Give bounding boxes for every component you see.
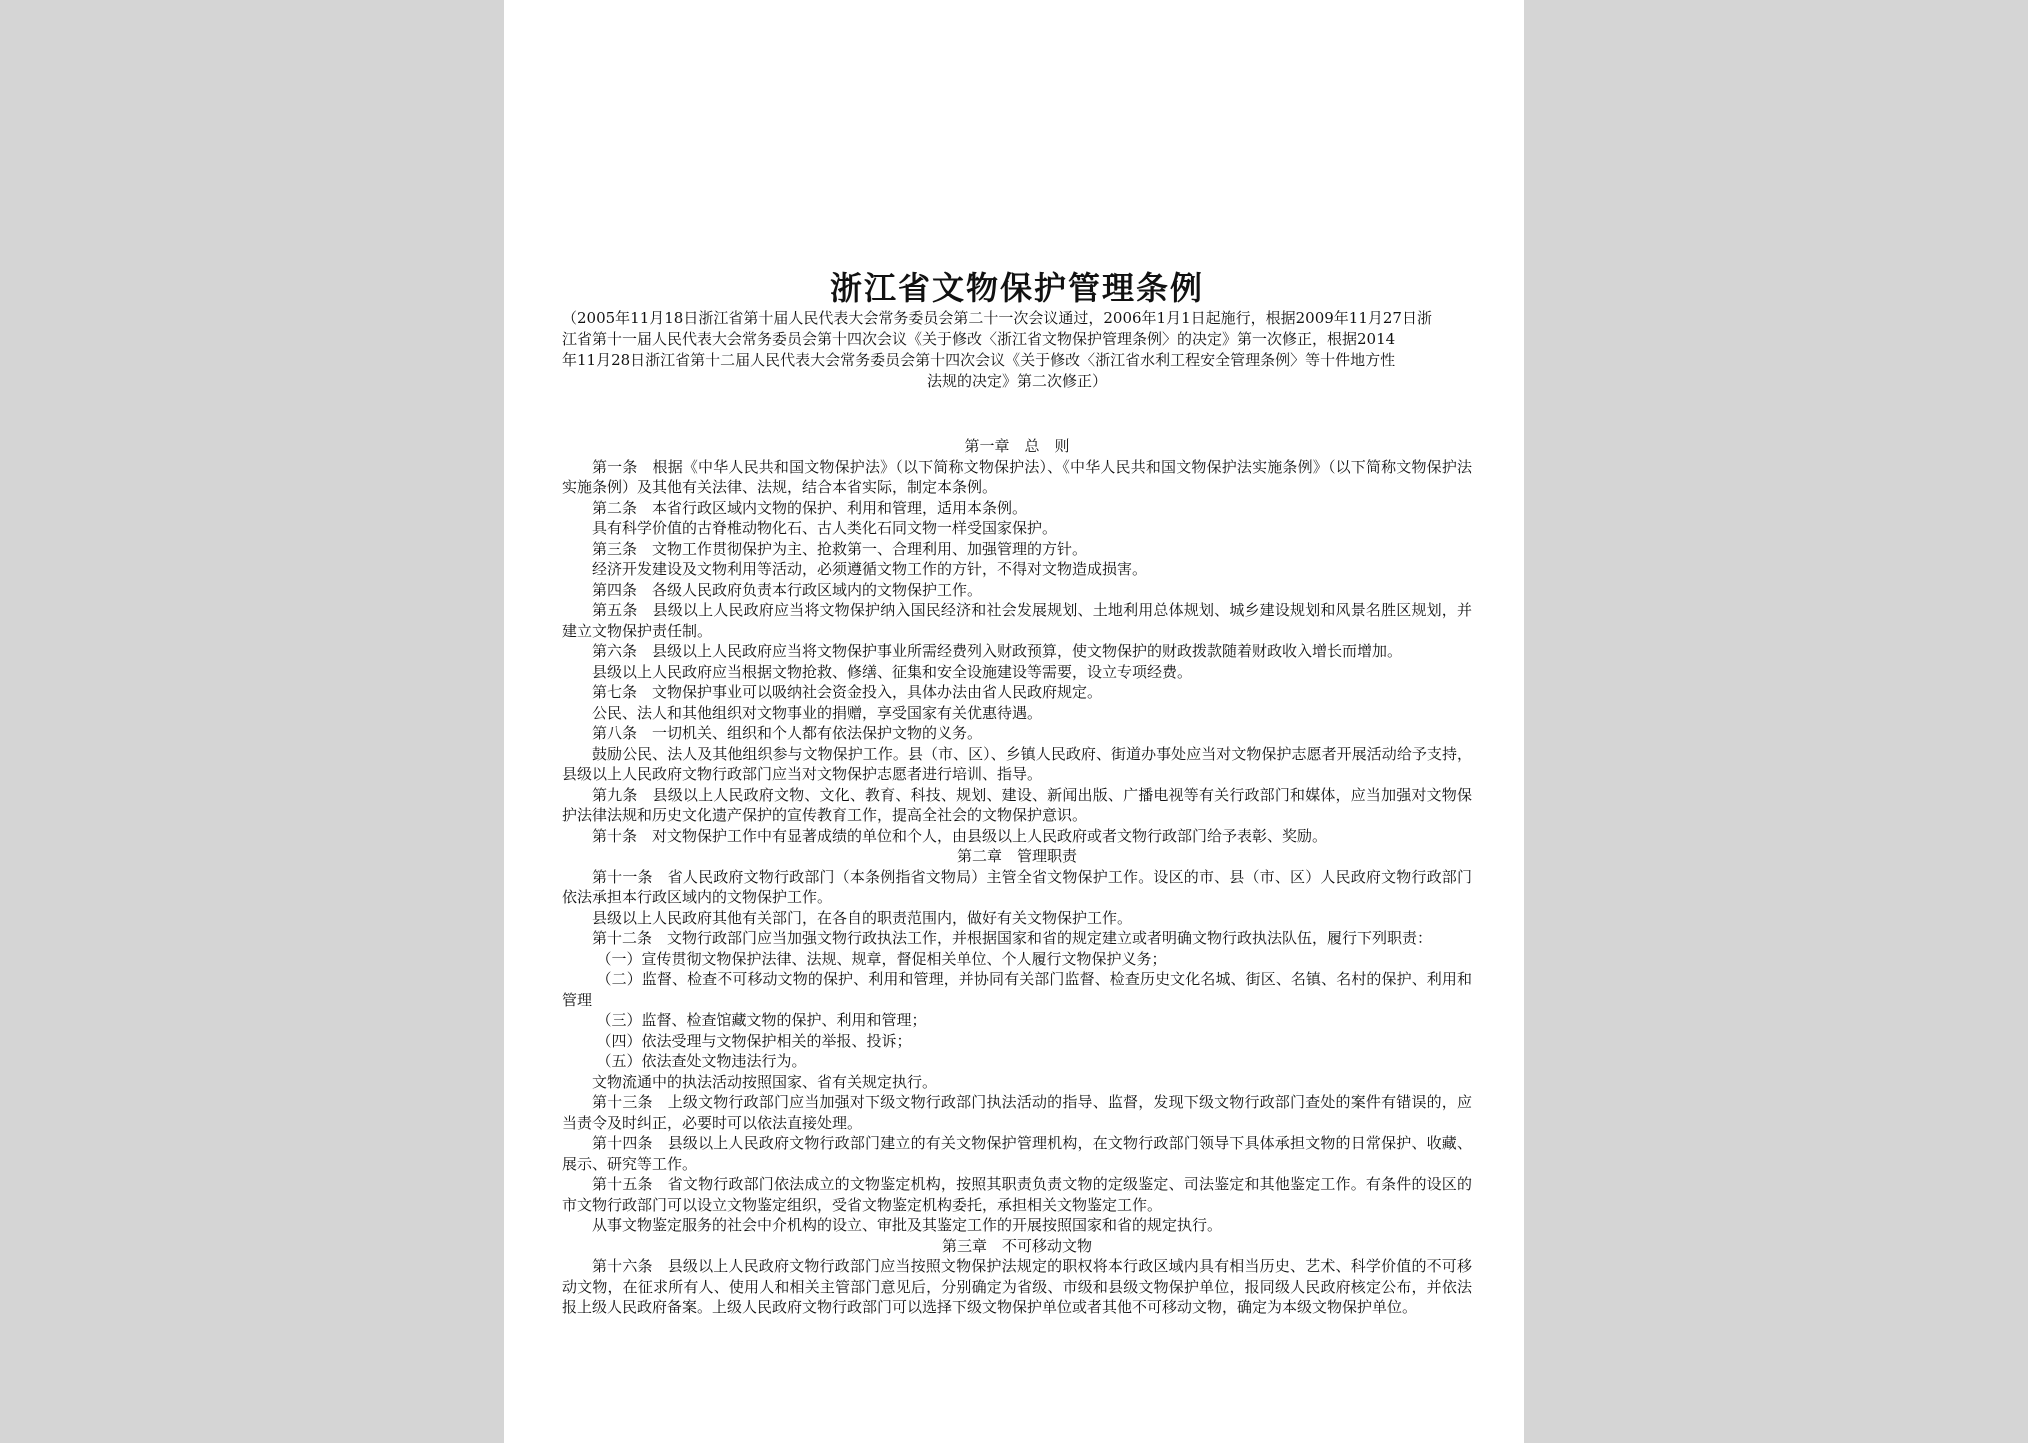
article-paragraph: [562, 1256, 1472, 1318]
article-number: 第十一条: [592, 867, 653, 886]
paragraph-text: 县级以上人民政府文物、文化、教育、科技、规划、建设、新闻出版、广播电视等有关行政部门和媒体，应当加强对文物保护法律法规和历史文化遗产保护的宣传教育工作，提高全社会的文物保护意识。: [562, 785, 1472, 824]
article-number: 第十三条: [592, 1093, 653, 1111]
article-number: 第十二条: [592, 929, 653, 947]
chapter-heading: 第一章 总 则: [964, 437, 1070, 455]
amendment-history-line: （2005年11月18日浙江省第十届人民代表大会常务委员会第二十一次会议通过，2006年1月1日起施行，根据2009年11月27日浙: [562, 309, 1432, 327]
paragraph-text: 县级以上人民政府应当将文物保护事业所需经费列入财政预算，使文物保护的财政拨款随着财政收入增长而增加。: [652, 642, 1403, 660]
paragraph-text: 本省行政区域内文物的保护、利用和管理，适用本条例。: [652, 498, 1028, 517]
article-paragraph: [562, 1072, 1472, 1093]
list-item: [562, 1010, 1472, 1031]
article-paragraph: [562, 703, 1472, 724]
article-paragraph: [562, 826, 1472, 847]
document-body: [562, 268, 1472, 1318]
article-number: 第十五条: [592, 1175, 653, 1193]
article-paragraph: [562, 580, 1472, 601]
regulation-text: [562, 436, 1472, 1318]
document-title: 浙江省文物保护管理条例: [829, 269, 1204, 307]
paragraph-text: （四）依法受理与文物保护相关的举报、投诉；: [596, 1031, 912, 1050]
article-paragraph: [562, 518, 1472, 539]
paragraph-text: 一切机关、组织和个人都有依法保护文物的义务。: [652, 724, 983, 742]
article-number: 第三条: [592, 539, 638, 558]
article-paragraph: [562, 867, 1472, 908]
chapter-heading: 第二章 管理职责: [956, 847, 1077, 865]
paragraph-text: （二）监督、检查不可移动文物的保护、利用和管理，并协同有关部门监督、检查历史文化名城、街区、名镇、名村的保护、利用和管理: [562, 970, 1472, 1009]
paragraph-text: 县级以上人民政府文物行政部门应当按照文物保护法规定的职权将本行政区域内具有相当历史、艺术、科学价值的不可移动文物，在征求所有人、使用人和相关主管部门意见后，分别确定为省级、市级和县级文物保护单位，报同级人民政府核定公布，并依法报上级人民政府备案。上级人民政府文物行政部门可以选择下级文物保护单位或者其他不可移动文物，确定为本级文物保护单位。: [562, 1257, 1472, 1316]
article-paragraph: [562, 600, 1472, 641]
paragraph-text: 各级人民政府负责本行政区域内的文物保护工作。: [652, 580, 983, 599]
article-paragraph: [562, 908, 1472, 929]
article-number: 第十四条: [592, 1134, 653, 1152]
paragraph-text: 文物行政部门应当加强文物行政执法工作，并根据国家和省的规定建立或者明确文物行政执法队伍，履行下列职责：: [667, 929, 1433, 947]
article-paragraph: [562, 498, 1472, 519]
paragraph-text: 公民、法人和其他组织对文物事业的捐赠，享受国家有关优惠待遇。: [592, 703, 1043, 722]
article-paragraph: [562, 559, 1472, 580]
article-number: 第十条: [592, 826, 638, 845]
paragraph-text: 从事文物鉴定服务的社会中介机构的设立、审批及其鉴定工作的开展按照国家和省的规定执行。: [592, 1216, 1223, 1234]
paragraph-text: 文物保护事业可以吸纳社会资金投入，具体办法由省人民政府规定。: [652, 683, 1103, 701]
article-paragraph: [562, 457, 1472, 498]
paragraph-text: （一）宣传贯彻文物保护法律、法规、规章，督促相关单位、个人履行文物保护义务；: [596, 949, 1167, 968]
paragraph-text: （五）依法查处文物违法行为。: [596, 1052, 807, 1070]
article-number: 第九条: [592, 785, 638, 804]
paragraph-text: 文物工作贯彻保护为主、抢救第一、合理利用、加强管理的方针。: [652, 539, 1088, 558]
article-paragraph: [562, 662, 1472, 683]
paragraph-text: 县级以上人民政府文物行政部门建立的有关文物保护管理机构，在文物行政部门领导下具体承担文物的日常保护、收藏、展示、研究等工作。: [562, 1134, 1472, 1173]
list-item: [562, 949, 1472, 970]
article-number: 第一条: [592, 457, 638, 476]
article-paragraph: [562, 785, 1472, 826]
amendment-history: [562, 308, 1472, 392]
paragraph-text: 省人民政府文物行政部门（本条例指省文物局）主管全省文物保护工作。设区的市、县（市、区）人民政府文物行政部门依法承担本行政区域内的文物保护工作。: [562, 867, 1472, 906]
paragraph-text: 省文物行政部门依法成立的文物鉴定机构，按照其职责负责文物的定级鉴定、司法鉴定和其他鉴定工作。有条件的设区的市文物行政部门可以设立文物鉴定组织，受省文物鉴定机构委托，承担相关文物鉴定工作。: [562, 1175, 1472, 1214]
article-number: 第五条: [592, 601, 638, 619]
paragraph-text: 具有科学价值的古脊椎动物化石、古人类化石同文物一样受国家保护。: [592, 519, 1058, 537]
amendment-history-line: 法规的决定》第二次修正）: [926, 372, 1107, 390]
list-item: [562, 1031, 1472, 1052]
article-paragraph: [562, 1215, 1472, 1236]
paragraph-text: 鼓励公民、法人及其他组织参与文物保护工作。县（市、区）、乡镇人民政府、街道办事处应当对文物保护志愿者开展活动给予支持，县级以上人民政府文物行政部门应当对文物保护志愿者进行培训、指导。: [562, 744, 1472, 783]
article-paragraph: [562, 1092, 1472, 1133]
paragraph-text: 文物流通中的执法活动按照国家、省有关规定执行。: [592, 1072, 938, 1091]
list-item: [562, 1051, 1472, 1072]
paragraph-text: 上级文物行政部门应当加强对下级文物行政部门执法活动的指导、监督，发现下级文物行政部门查处的案件有错误的，应当责令及时纠正，必要时可以依法直接处理。: [562, 1093, 1472, 1132]
article-number: 第六条: [592, 642, 638, 660]
article-number: 第七条: [592, 683, 638, 701]
article-number: 第四条: [592, 580, 638, 599]
article-paragraph: [562, 1133, 1472, 1174]
paragraph-text: 根据《中华人民共和国文物保护法》（以下简称文物保护法）、《中华人民共和国文物保护法实施条例》（以下简称文物保护法实施条例）及其他有关法律、法规，结合本省实际，制定本条例。: [562, 457, 1472, 496]
paragraph-text: 县级以上人民政府应当根据文物抢救、修缮、征集和安全设施建设等需要，设立专项经费。: [592, 662, 1193, 681]
article-paragraph: [562, 539, 1472, 560]
article-number: 第十六条: [592, 1257, 653, 1275]
chapter-heading: 第三章 不可移动文物: [941, 1236, 1092, 1255]
paragraph-text: （三）监督、检查馆藏文物的保护、利用和管理；: [596, 1011, 927, 1029]
article-paragraph: [562, 682, 1472, 703]
article-number: 第二条: [592, 498, 638, 517]
article-paragraph: [562, 641, 1472, 662]
article-number: 第八条: [592, 724, 638, 742]
article-paragraph: [562, 928, 1472, 949]
paragraph-text: 对文物保护工作中有显著成绩的单位和个人，由县级以上人民政府或者文物行政部门给予表彰、奖励。: [652, 826, 1328, 845]
document-page: [504, 0, 1524, 1443]
list-item: [562, 969, 1472, 1010]
amendment-history-line: 年11月28日浙江省第十二届人民代表大会常务委员会第十四次会议《关于修改〈浙江省水利工程安全管理条例〉等十件地方性: [562, 351, 1396, 369]
article-paragraph: [562, 1174, 1472, 1215]
amendment-history-line: 江省第十一届人民代表大会常务委员会第十四次会议《关于修改〈浙江省文物保护管理条例〉的决定》第一次修正，根据2014: [562, 330, 1396, 348]
article-paragraph: [562, 723, 1472, 744]
paragraph-text: 县级以上人民政府应当将文物保护纳入国民经济和社会发展规划、土地利用总体规划、城乡建设规划和风景名胜区规划，并建立文物保护责任制。: [562, 601, 1472, 640]
paragraph-text: 经济开发建设及文物利用等活动，必须遵循文物工作的方针，不得对文物造成损害。: [592, 560, 1148, 578]
article-paragraph: [562, 744, 1472, 785]
paragraph-text: 县级以上人民政府其他有关部门，在各自的职责范围内，做好有关文物保护工作。: [592, 908, 1133, 927]
